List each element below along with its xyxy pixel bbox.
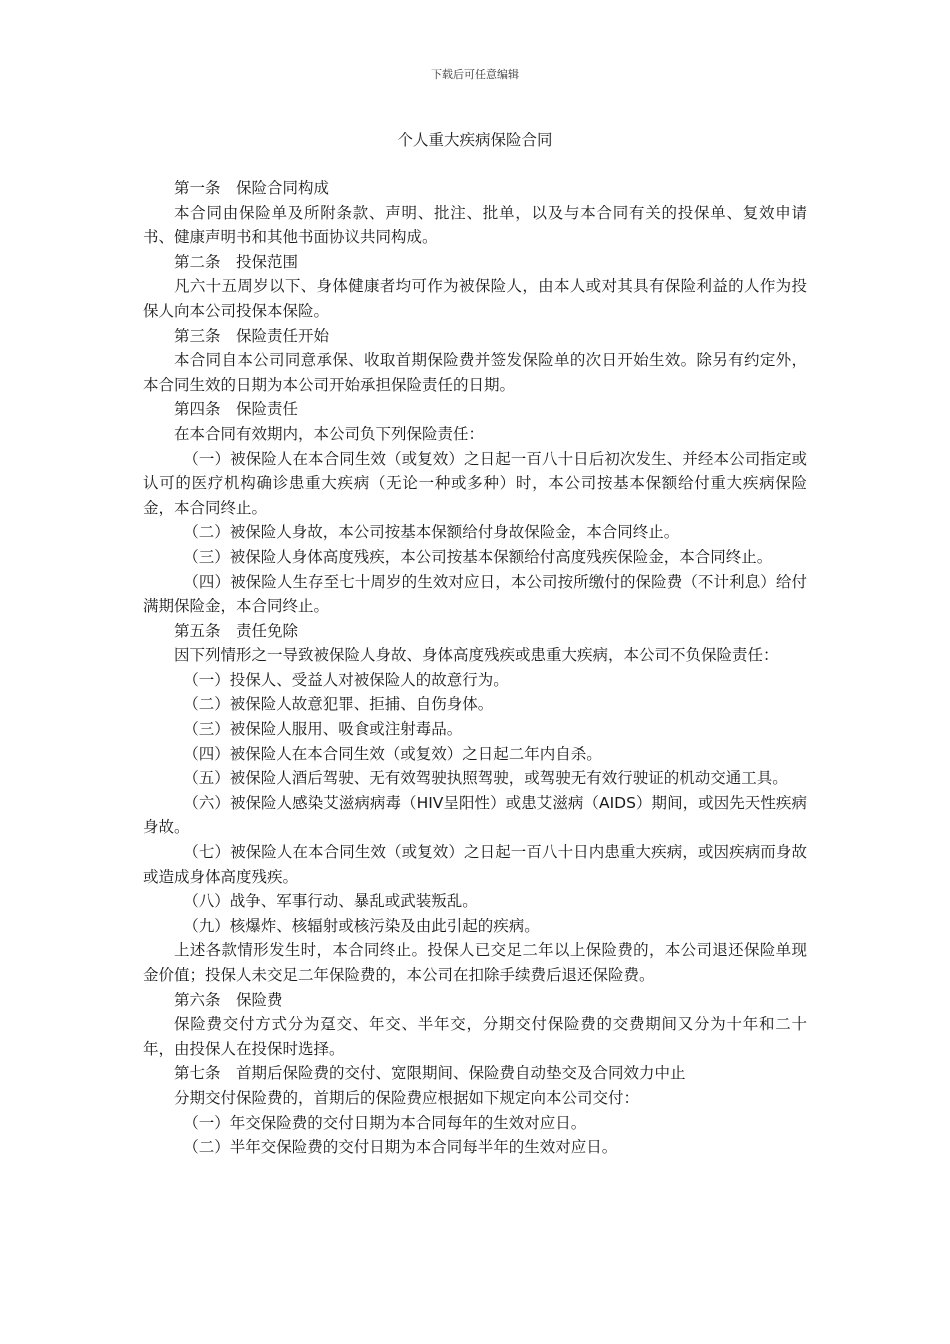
body-paragraph: 上述各款情形发生时，本合同终止。投保人已交足二年以上保险费的，本公司退还保险单现金价值；投保人未交足二年保险费的，本公司在扣除手续费后退还保险费。 <box>143 941 807 984</box>
body-paragraph: 保险费交付方式分为趸交、年交、半年交，分期交付保险费的交费期间又分为十年和二十年，由投保人在投保时选择。 <box>143 1015 807 1058</box>
article-heading: 第七条 首期后保险费的交付、宽限期间、保险费自动垫交及合同效力中止 <box>174 1064 686 1083</box>
clause-item: （六）被保险人感染艾滋病病毒（HIV呈阳性）或患艾滋病（AIDS）期间，或因先天性疾病身故。 <box>143 793 807 837</box>
clause-item: （八）战争、军事行动、暴乱或武装叛乱。 <box>183 892 478 911</box>
page-header: 下载后可任意编辑 <box>431 68 519 81</box>
article-heading: 第二条 投保范围 <box>174 252 299 271</box>
document-body <box>143 176 807 1160</box>
body-paragraph: 凡六十五周岁以下、身体健康者均可作为被保险人，由本人或对其具有保险利益的人作为投保人向本公司投保本保险。 <box>143 277 807 320</box>
clause-item: （七）被保险人在本合同生效（或复效）之日起一百八十日内患重大疾病，或因疾病而身故或造成身体高度残疾。 <box>143 843 807 886</box>
clause-item: （二）被保险人故意犯罪、拒捕、自伤身体。 <box>183 695 494 714</box>
body-paragraph: 因下列情形之一导致被保险人身故、身体高度残疾或患重大疾病，本公司不负保险责任： <box>174 646 779 665</box>
clause-item: （二）被保险人身故，本公司按基本保额给付身故保险金，本合同终止。 <box>183 523 680 542</box>
body-paragraph: 在本合同有效期内，本公司负下列保险责任： <box>174 424 485 443</box>
clause-item: （五）被保险人酒后驾驶、无有效驾驶执照驾驶，或驾驶无有效行驶证的机动交通工具。 <box>183 769 788 788</box>
document-title: 个人重大疾病保险合同 <box>397 131 553 149</box>
clause-item: （一）年交保险费的交付日期为本合同每年的生效对应日。 <box>183 1113 587 1132</box>
clause-item: （四）被保险人在本合同生效（或复效）之日起二年内自杀。 <box>183 744 602 763</box>
article-heading: 第三条 保险责任开始 <box>174 326 330 345</box>
body-paragraph: 本合同自本公司同意承保、收取首期保险费并签发保险单的次日开始生效。除另有约定外，本合同生效的日期为本公司开始承担保险责任的日期。 <box>143 351 807 394</box>
article-heading: 第六条 保险费 <box>174 990 283 1009</box>
article-heading: 第四条 保险责任 <box>174 400 299 419</box>
clause-item: （三）被保险人身体高度残疾，本公司按基本保额给付高度残疾保险金，本合同终止。 <box>183 547 773 566</box>
article-heading: 第一条 保险合同构成 <box>174 179 330 197</box>
clause-item: （四）被保险人生存至七十周岁的生效对应日，本公司按所缴付的保险费（不计利息）给付满期保险金，本合同终止。 <box>143 572 807 616</box>
article-heading: 第五条 责任免除 <box>174 621 299 640</box>
body-paragraph: 本合同由保险单及所附条款、声明、批注、批单，以及与本合同有关的投保单、复效申请书、健康声明书和其他书面协议共同构成。 <box>143 203 807 247</box>
clause-item: （二）半年交保险费的交付日期为本合同每半年的生效对应日。 <box>183 1138 618 1157</box>
clause-item: （三）被保险人服用、吸食或注射毒品。 <box>183 720 463 739</box>
clause-item: （九）核爆炸、核辐射或核污染及由此引起的疾病。 <box>183 916 540 935</box>
clause-item: （一）投保人、受益人对被保险人的故意行为。 <box>183 670 509 689</box>
clause-item: （一）被保险人在本合同生效（或复效）之日起一百八十日后初次发生、并经本公司指定或认可的医疗机构确诊患重大疾病（无论一种或多种）时，本公司按基本保额给付重大疾病保险金，本合同终止。 <box>143 449 807 517</box>
body-paragraph: 分期交付保险费的，首期后的保险费应根据如下规定向本公司交付： <box>174 1088 640 1107</box>
